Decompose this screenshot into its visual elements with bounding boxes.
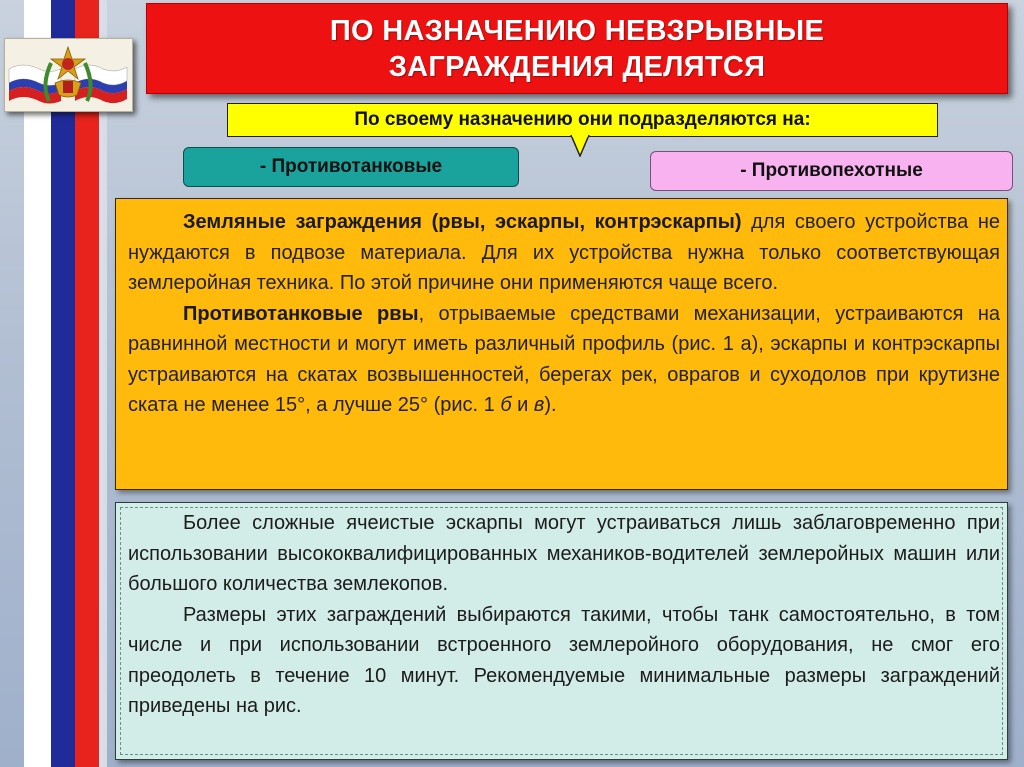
antitank-ditches-term: Противотанковые рвы [183, 302, 419, 325]
earthworks-text: для своего устройства не нуждаются в подвозе материала. Для их устройства нужна только соответствующая землеройная техника. По этой причине они применяются чаще всего. [128, 211, 1000, 294]
figure-ref-and: и [511, 394, 534, 416]
callout-tail-icon [570, 135, 590, 157]
slide-title [146, 3, 1008, 94]
obstacle-dimensions-paragraph: Размеры этих заграждений выбираются такими, чтобы танк самостоятельно, в том числе и при использовании встроенного землеройного оборудования, не смог его преодолеть в течение 10 минут. Рекомендуемые минимальные размеры заграждений приведены на рис. [128, 603, 1000, 717]
slide-title-line-1: ПО НАЗНАЧЕНИЮ НЕВЗРЫВНЫЕ [329, 14, 825, 47]
escarp-details-panel [115, 502, 1008, 760]
figure-ref-close: ). [544, 394, 557, 416]
flag-emblem-icon [4, 38, 133, 112]
subtitle-callout: По своему назначению они подразделяются на: [227, 103, 938, 137]
flag-stripe-edge [99, 0, 107, 767]
emblem-drawing [5, 39, 132, 111]
earthworks-description-panel [115, 198, 1008, 490]
figure-ref-b: б [500, 394, 512, 416]
earthworks-term: Земляные заграждения (рвы, эскарпы, контрэскарпы) [183, 211, 742, 233]
flag-stripe-blue [51, 0, 75, 767]
slide-title-line-2: ЗАГРАЖДЕНИЯ ДЕЛЯТСЯ [388, 50, 766, 83]
type-antipersonnel-label: - Противопехотные [650, 151, 1013, 191]
type-antitank-label: - Противотанковые [183, 147, 519, 187]
figure-ref-v: в [533, 394, 545, 416]
flag-stripe-white [24, 0, 51, 767]
cellular-escarps-paragraph: Более сложные ячеистые эскарпы могут устраиваться лишь заблаговременно при использовании высококвалифицированных механиков-водителей землеройных машин или большого количества землекопов. [128, 512, 1000, 595]
antitank-ditches-paragraph [128, 299, 1000, 421]
flag-stripe-red [75, 0, 99, 767]
antitank-ditches-text: , отрываемые средствами механизации, устраиваются на равнинной местности и могут иметь различный профиль (рис. 1 а), эскарпы и контрэскарпы устраиваются на скатах возвышенностей, берегах рек, оврагов и суходолов при крутизне ската не менее 15°, а лучше 25° (рис. 1 [128, 302, 1000, 416]
earthworks-paragraph [128, 207, 1000, 299]
